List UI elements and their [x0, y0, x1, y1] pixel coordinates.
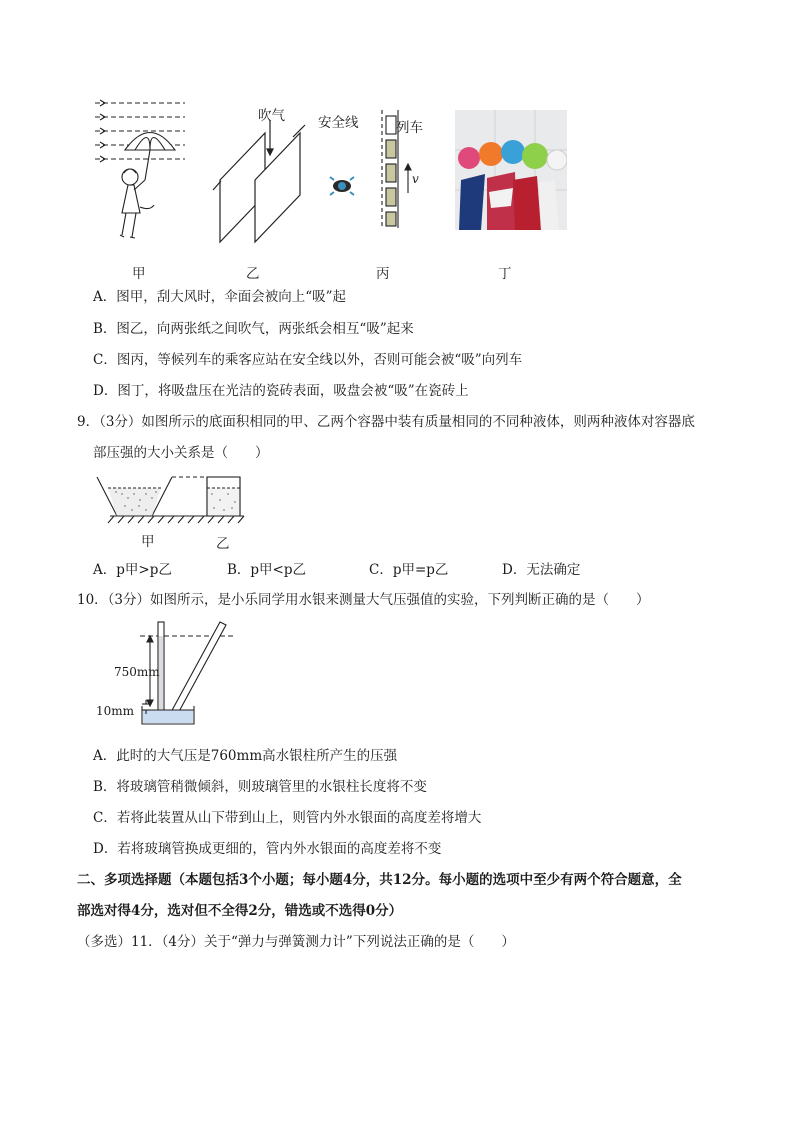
figure-ding-caption: 丁 — [498, 266, 512, 282]
section2-heading-line1: 二、多项选择题（本题包括3个小题；每小题4分，共12分。每小题的选项中至少有两个符合题意，全 — [77, 872, 682, 888]
figure-yi-papers — [205, 115, 315, 245]
figure-jia-umbrella — [90, 95, 195, 250]
q8-option-b: B．图乙，向两张纸之间吹气，两张纸会相互“吸”起来 — [93, 321, 414, 337]
q10-stem: 10．（3分）如图所示，是小乐同学用水银来测量大气压强值的实验，下列判断正确的是（ ） — [77, 592, 650, 608]
q9-stem-line2: 部压强的大小关系是（ ） — [93, 445, 269, 461]
q9-figure-label-jia: 甲 — [141, 534, 155, 550]
figure-yi-blow-label: 吹气 — [258, 108, 285, 124]
figure-ding-suction-photo — [455, 110, 567, 230]
q8-option-a: A．图甲，刮大风时，伞面会被向上“吸”起 — [93, 289, 347, 305]
q10-option-c: C．若将此装置从山下带到山上，则管内外水银面的高度差将增大 — [93, 810, 482, 826]
q11-stem: （多选）11．（4分）关于“弹力与弹簧测力计”下列说法正确的是（ ） — [77, 934, 515, 950]
figure-bing-v-label: v — [412, 172, 419, 186]
q10-figure-label-750mm: 750mm — [114, 665, 160, 679]
q9-option-c: C．p甲=p乙 — [369, 562, 449, 578]
section2-heading-line2: 部选对得4分，选对但不全得2分，错选或不选得0分） — [77, 903, 403, 919]
figure-bing-caption: 丙 — [376, 266, 390, 282]
q9-stem-line1: 9．（3分）如图所示的底面积相同的甲、乙两个容器中装有质量相同的不同种液体，则两种液体对容器底 — [77, 414, 695, 430]
q10-option-d: D．若将玻璃管换成更细的，管内外水银面的高度差将不变 — [93, 841, 442, 857]
q9-option-b: B．p甲<p乙 — [227, 562, 307, 578]
q9-option-d: D．无法确定 — [502, 562, 581, 578]
figure-bing-train — [320, 108, 420, 233]
q9-option-a: A．p甲>p乙 — [93, 562, 172, 578]
figure-bing-safety-label: 安全线 — [318, 115, 359, 131]
q10-option-b: B．将玻璃管稍微倾斜，则玻璃管里的水银柱长度将不变 — [93, 779, 427, 795]
q8-option-c: C．图丙，等候列车的乘客应站在安全线以外，否则可能会被“吸”向列车 — [93, 352, 523, 368]
q10-figure-label-10mm: 10mm — [96, 704, 135, 718]
figure-bing-train-label: 列车 — [396, 120, 423, 136]
figure-q9-containers — [92, 472, 252, 524]
q9-figure-label-yi: 乙 — [216, 536, 230, 552]
q10-option-a: A．此时的大气压是760mm高水银柱所产生的压强 — [93, 748, 398, 764]
figure-jia-caption: 甲 — [132, 266, 146, 282]
q8-option-d: D．图丁，将吸盘压在光洁的瓷砖表面，吸盘会被“吸”在瓷砖上 — [93, 383, 469, 399]
figure-yi-caption: 乙 — [246, 266, 260, 282]
